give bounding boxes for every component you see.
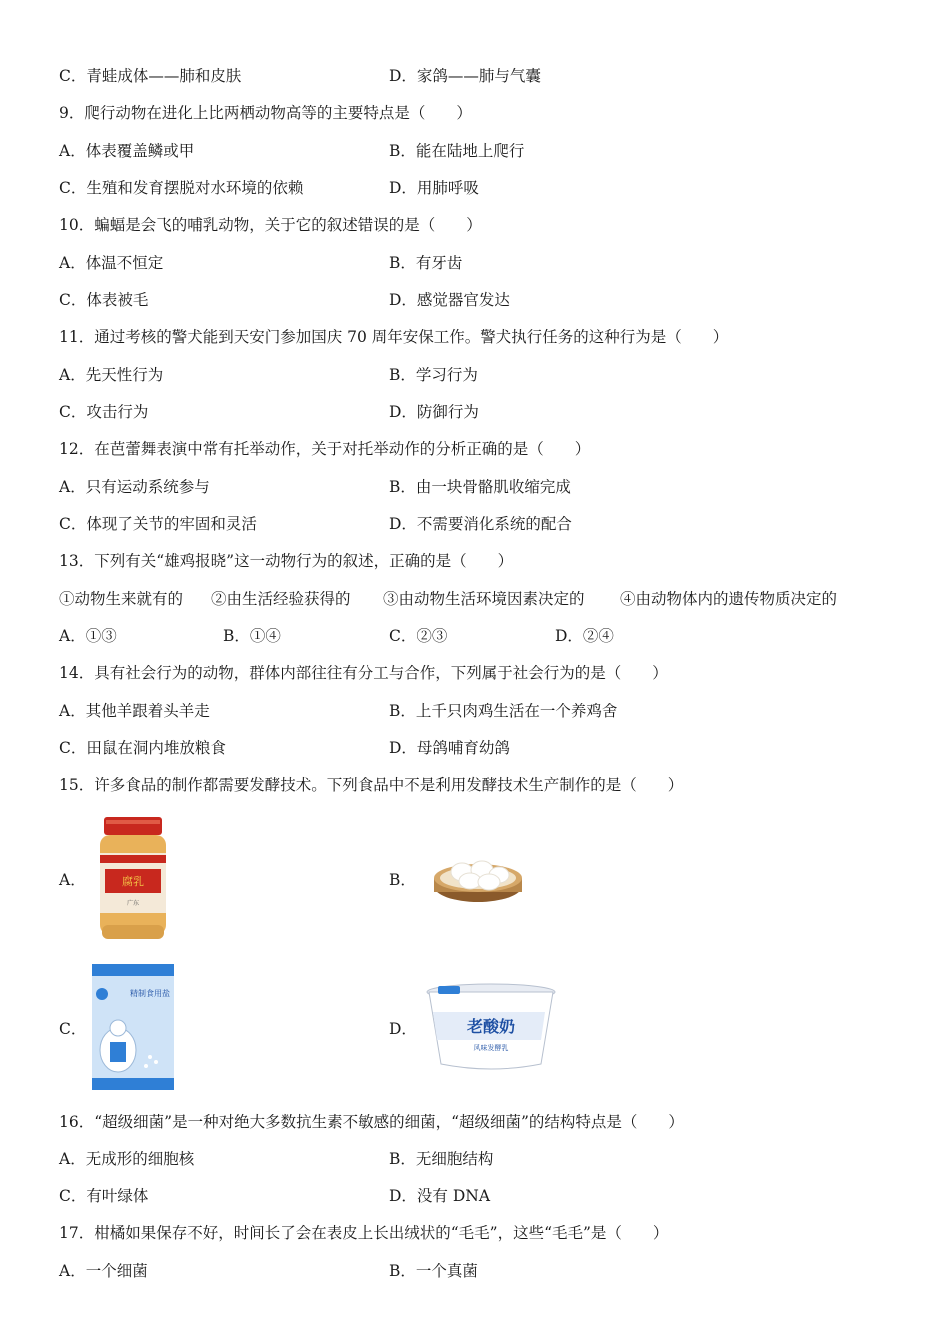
yogurt-label-text: 老酸奶 <box>466 1017 516 1036</box>
q10-option-c: C．体表被毛 <box>59 291 149 309</box>
q13-statement-4: ④由动物体内的遗传物质决定的 <box>620 590 838 608</box>
q13-option-c: C．②③ <box>389 627 448 645</box>
q17-stem: 17．柑橘如果保存不好，时间长了会在表皮上长出绒状的“毛毛”，这些“毛毛”是（ ） <box>59 1224 669 1242</box>
q12-option-c: C．体现了关节的牢固和灵活 <box>59 515 257 533</box>
yogurt-cup-image <box>424 982 558 1070</box>
q9-option-a: A．体表覆盖鳞或甲 <box>59 142 195 160</box>
jar-label-text: 腐乳 <box>122 875 144 888</box>
q16-stem: 16．“超级细菌”是一种对绝大多数抗生素不敏感的细菌，“超级细菌”的结构特点是（ ） <box>59 1113 684 1131</box>
q10-option-b: B．有牙齿 <box>389 254 463 272</box>
q10-option-a: A．体温不恒定 <box>59 254 164 272</box>
q15-option-b: B． <box>389 871 416 889</box>
q17-option-b: B．一个真菌 <box>389 1262 478 1280</box>
q12-option-d: D．不需要消化系统的配合 <box>389 515 572 533</box>
q13-option-d: D．②④ <box>555 627 614 645</box>
q16-option-b: B．无细胞结构 <box>389 1150 494 1168</box>
q9-option-c: C．生殖和发育摆脱对水环境的依赖 <box>59 179 304 197</box>
q15-stem: 15．许多食品的制作都需要发酵技术。下列食品中不是利用发酵技术生产制作的是（ ） <box>59 776 684 794</box>
salt-label-text: 精制食用盐 <box>130 989 170 998</box>
q14-option-d: D．母鸽哺育幼鸽 <box>389 739 510 757</box>
q14-option-a: A．其他羊跟着头羊走 <box>59 702 210 720</box>
q15-option-d: D． <box>389 1020 417 1038</box>
q12-option-b: B．由一块骨骼肌收缩完成 <box>389 478 571 496</box>
q10-option-d: D．感觉器官发达 <box>389 291 510 309</box>
q13-stem: 13．下列有关“雄鸡报晓”这一动物行为的叙述，正确的是（ ） <box>59 552 514 570</box>
q15-option-a: A． <box>59 871 86 889</box>
q11-stem: 11．通过考核的警犬能到天安门参加国庆 70 周年安保工作。警犬执行任务的这种行为是（ ） <box>59 328 729 346</box>
q14-option-b: B．上千只肉鸡生活在一个养鸡舍 <box>389 702 618 720</box>
q9-stem: 9．爬行动物在进化上比两栖动物高等的主要特点是（ ） <box>59 104 472 122</box>
q11-option-b: B．学习行为 <box>389 366 478 384</box>
q13-statement-1: ①动物生来就有的 <box>59 590 184 608</box>
q11-option-a: A．先天性行为 <box>59 366 164 384</box>
q8-option-c: C．青蛙成体——肺和皮肤 <box>59 67 242 85</box>
q14-option-c: C．田鼠在洞内堆放粮食 <box>59 739 226 757</box>
jar-small-text: 广东 <box>126 900 140 907</box>
q12-option-a: A．只有运动系统参与 <box>59 478 210 496</box>
q13-option-b: B．①④ <box>223 627 281 645</box>
q11-option-d: D．防御行为 <box>389 403 479 421</box>
q16-option-d: D．没有 DNA <box>389 1187 491 1205</box>
fermented-tofu-jar-image <box>96 815 170 943</box>
q8-option-d: D．家鸽——肺与气囊 <box>389 67 541 85</box>
q16-option-a: A．无成形的细胞核 <box>59 1150 195 1168</box>
q11-option-c: C．攻击行为 <box>59 403 149 421</box>
q9-option-d: D．用肺呼吸 <box>389 179 479 197</box>
salt-bag-image <box>90 962 176 1092</box>
q13-statement-3: ③由动物生活环境因素决定的 <box>383 590 585 608</box>
q10-stem: 10．蝙蝠是会飞的哺乳动物，关于它的叙述错误的是（ ） <box>59 216 482 234</box>
q13-statement-2: ②由生活经验获得的 <box>211 590 351 608</box>
q15-option-c: C． <box>59 1020 87 1038</box>
q14-stem: 14．具有社会行为的动物，群体内部往往有分工与合作，下列属于社会行为的是（ ） <box>59 664 668 682</box>
yogurt-small-text: 风味发酵乳 <box>473 1044 509 1052</box>
q17-option-a: A．一个细菌 <box>59 1262 148 1280</box>
q12-stem: 12．在芭蕾舞表演中常有托举动作，关于对托举动作的分析正确的是（ ） <box>59 440 591 458</box>
q9-option-b: B．能在陆地上爬行 <box>389 142 525 160</box>
q16-option-c: C．有叶绿体 <box>59 1187 149 1205</box>
q13-option-a: A．①③ <box>59 627 117 645</box>
steamed-buns-image <box>432 848 524 908</box>
